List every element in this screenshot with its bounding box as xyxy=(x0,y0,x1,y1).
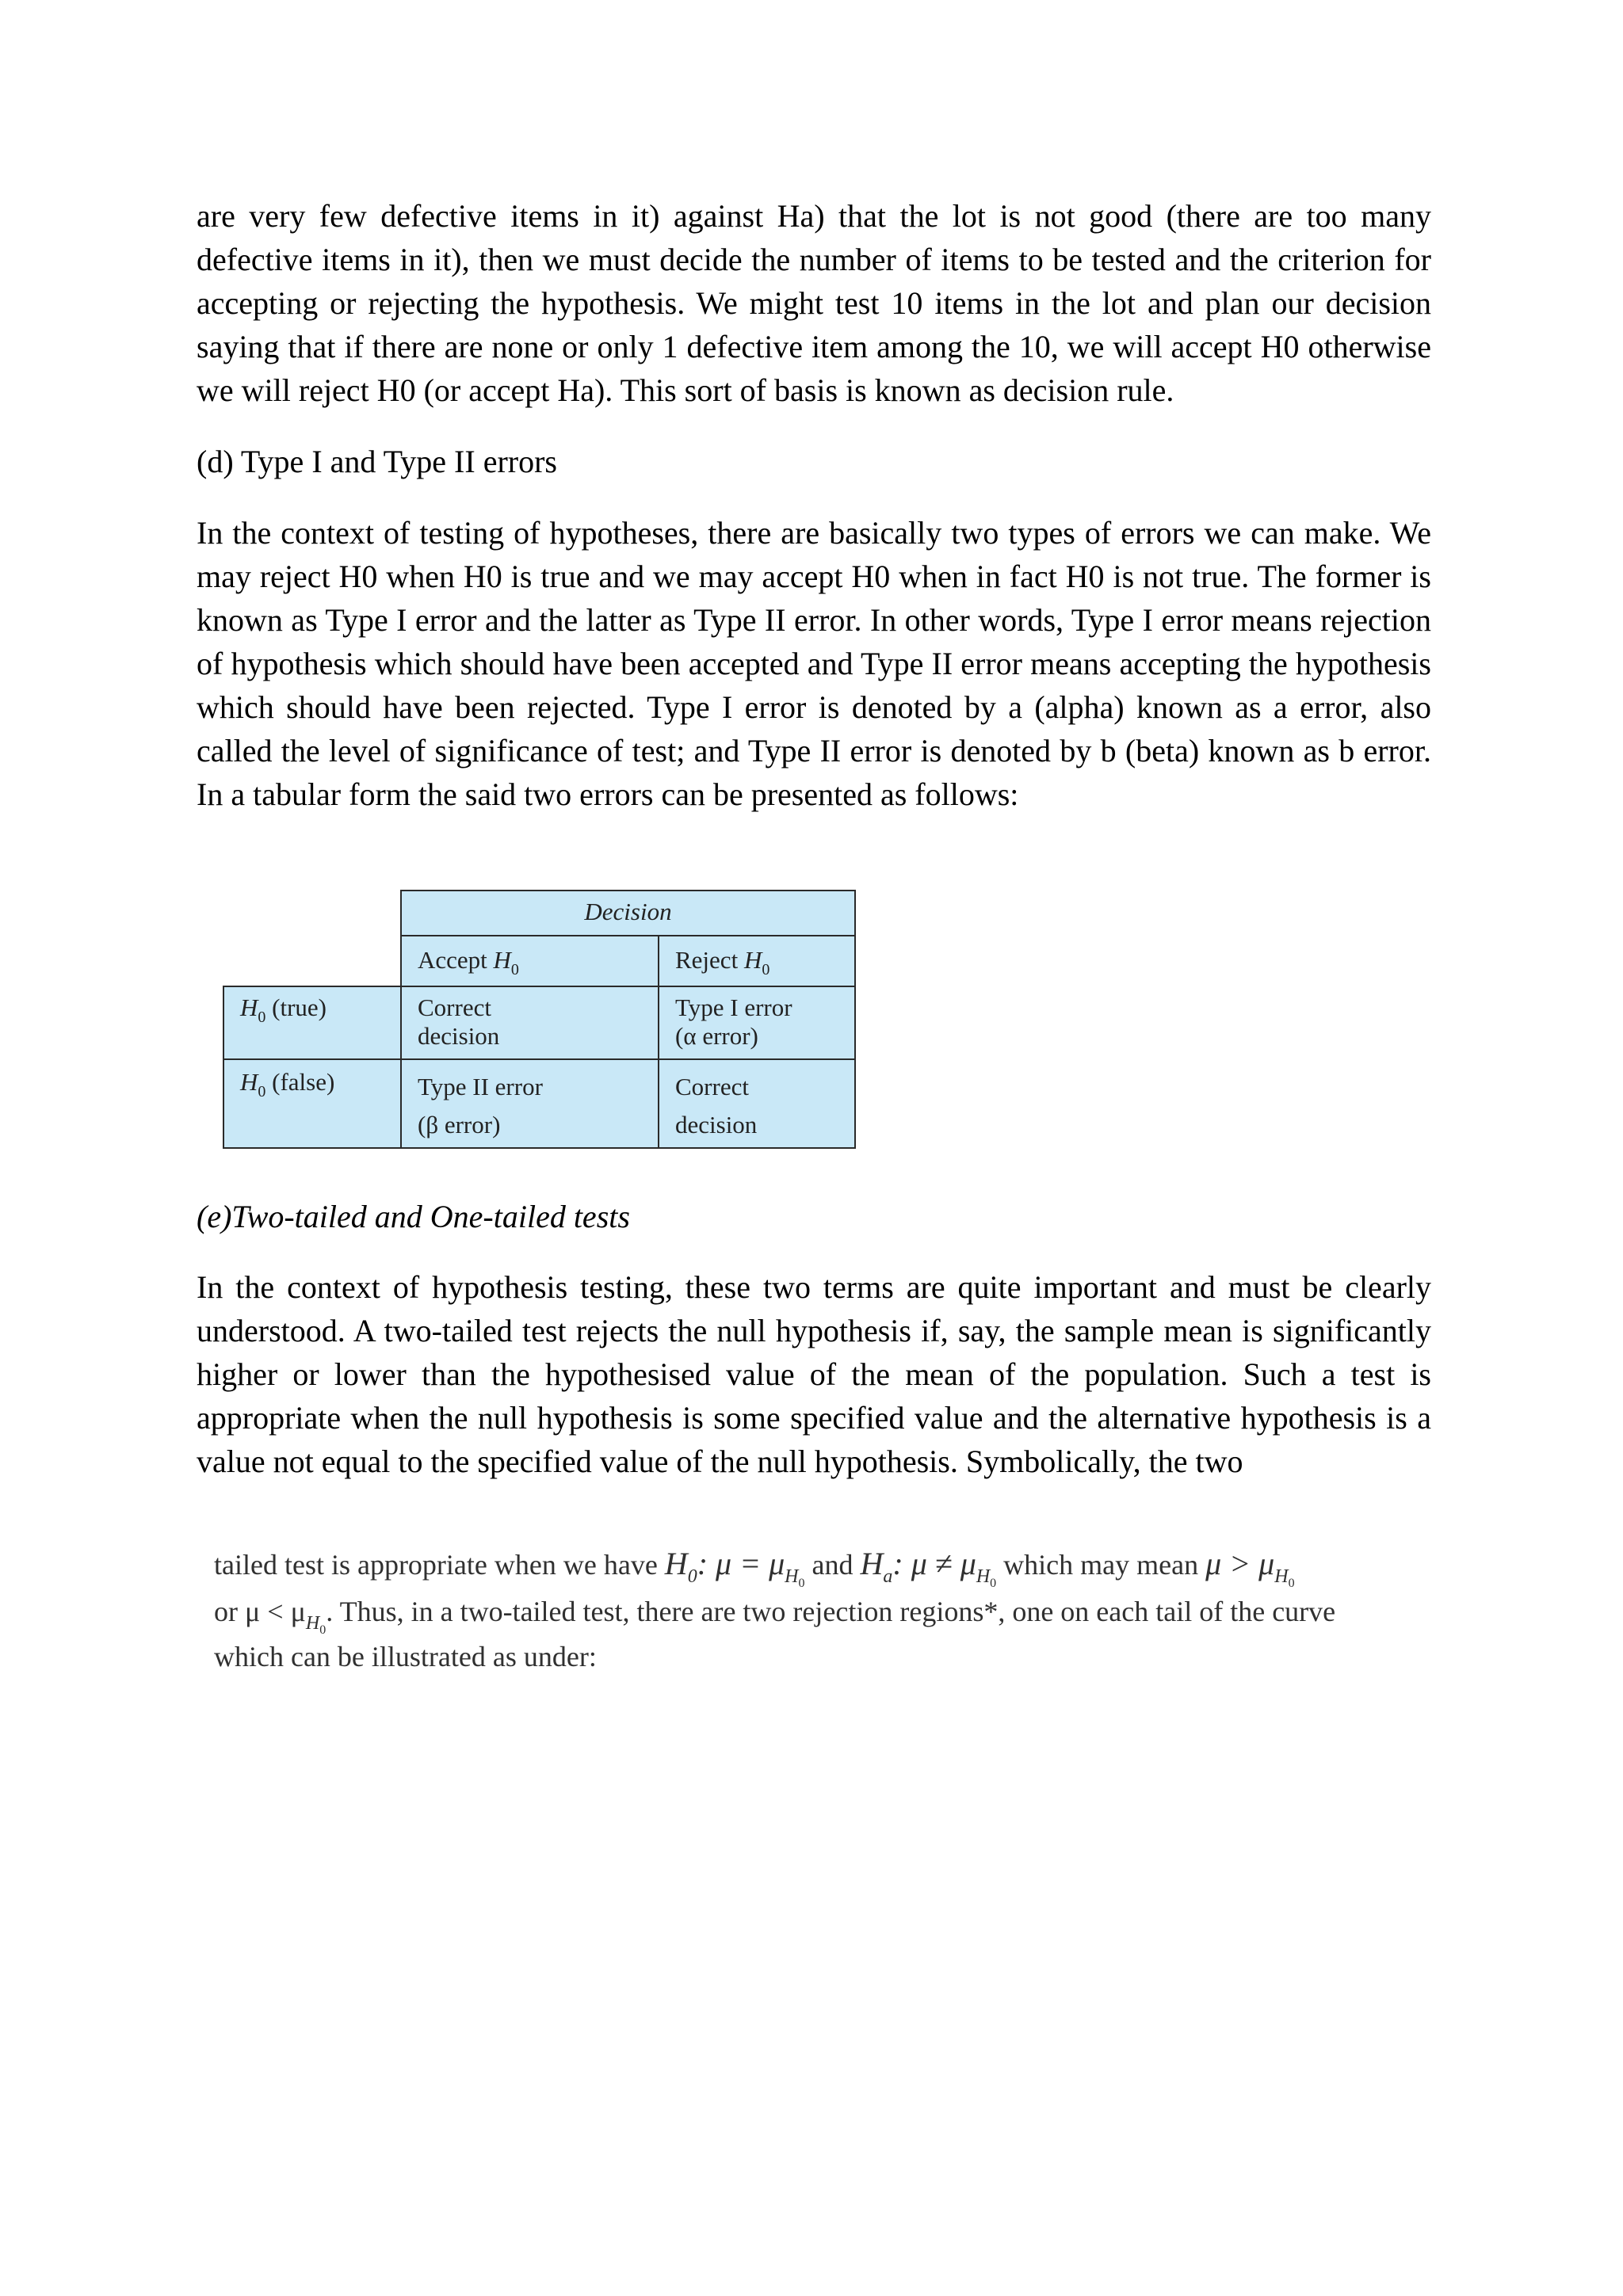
scan-line-3: which can be illustrated as under: xyxy=(214,1641,597,1672)
math-sub: H xyxy=(1274,1566,1289,1587)
table-corner xyxy=(223,936,401,986)
h-symbol: H xyxy=(743,946,762,974)
scan-text: and xyxy=(812,1549,854,1581)
math-sub: 0 xyxy=(687,1566,697,1587)
math-sub: a xyxy=(883,1566,893,1587)
math-subsub: 0 xyxy=(990,1577,997,1590)
accept-label: Accept xyxy=(418,946,487,974)
math-sub: H xyxy=(785,1566,799,1587)
paragraph-type-errors: In the context of testing of hypotheses, there are basically two types of errors we can make. We may reject H0 when H0 is true and we may accept H0 when in fact H0 is not true. The former is known as Type I error and the latter as Type II error. In other words, Type I error means rejection of hypothesis which should have been accepted and Type II error means accepting the hypothesis which should have been rejected. Type I error is denoted by a (alpha) known as a error, also called the level of significance of test; and Type II error is denoted by b (beta) known as b error. In a tabular form the said two errors can be presented as follows: xyxy=(197,515,1431,812)
cell-line: decision xyxy=(675,1111,758,1138)
scan-text: or xyxy=(214,1596,238,1627)
heading-tailed-tests: (e)Two-tailed and One-tailed tests xyxy=(197,1199,630,1234)
paragraph-decision-rule: are very few defective items in it) against Ha) that the lot is not good (there are too many defective items in it), then we must decide the number of items to be tested and the criterion for accepting or rejecting the hypothesis. We might test 10 items in the lot and plan our decision saying that if there are none or only 1 defective item among the 10, we will accept H0 otherwise we will reject H0 (or accept Ha). This sort of basis is known as decision rule. xyxy=(197,198,1431,408)
reject-h0-header xyxy=(659,936,855,986)
math-sub: H xyxy=(976,1566,991,1587)
math-eq: : μ = μ xyxy=(697,1546,785,1581)
cell-line: (α error) xyxy=(675,1022,758,1050)
cell-line: (β error) xyxy=(418,1111,501,1138)
scan-line-1 xyxy=(214,1540,1450,1595)
cell-line: Correct xyxy=(418,994,491,1021)
h-subscript: 0 xyxy=(762,961,770,978)
h-subscript: 0 xyxy=(258,1083,266,1100)
cell-correct-decision-1 xyxy=(401,986,659,1059)
math-lt: μ < μ xyxy=(245,1596,306,1627)
heading-type-errors: (d) Type I and Type II errors xyxy=(197,444,557,479)
cell-line: decision xyxy=(418,1022,500,1050)
reject-label: Reject xyxy=(675,946,739,974)
row-h0-true-label xyxy=(223,986,401,1059)
true-label: (true) xyxy=(272,994,327,1021)
math-ha: H xyxy=(860,1546,884,1581)
decision-header: Decision xyxy=(401,891,855,936)
scan-text: . Thus, in a two-tailed test, there are two rejection regions*, one on each tail of the curve xyxy=(326,1596,1336,1627)
cell-type-2-error xyxy=(401,1059,659,1148)
scan-text: which may mean xyxy=(1003,1549,1199,1581)
cell-correct-decision-2 xyxy=(659,1059,855,1148)
accept-h0-header xyxy=(401,936,659,986)
math-h0: H xyxy=(664,1546,688,1581)
paragraph-tailed-tests: In the context of hypothesis testing, these two terms are quite important and must be clearly understood. A two-tailed test rejects the null hypothesis if, say, the sample mean is significantly higher or lower than the hypothesised value of the mean of the population. Such a test is appropriate when the null hypothesis is some specified value and the alternative hypothesis is a value not equal to the specified value of the null hypothesis. Symbolically, the two xyxy=(197,1269,1431,1479)
math-sub: H xyxy=(305,1613,320,1634)
h-subscript: 0 xyxy=(510,961,519,978)
cell-type-1-error xyxy=(659,986,855,1059)
scan-text: tailed test is appropriate when we have xyxy=(214,1549,658,1581)
row-h0-false-label xyxy=(223,1059,401,1148)
decision-table xyxy=(223,890,856,1149)
h-symbol: H xyxy=(493,946,511,974)
table-corner xyxy=(223,891,401,936)
h-symbol: H xyxy=(240,1068,258,1096)
math-subsub: 0 xyxy=(319,1623,327,1637)
h-subscript: 0 xyxy=(258,1009,266,1026)
math-gt: μ > μ xyxy=(1205,1546,1275,1581)
cell-line: Type I error xyxy=(675,994,792,1021)
cell-line: Type II error xyxy=(418,1073,543,1100)
cell-line: Correct xyxy=(675,1073,749,1100)
false-label: (false) xyxy=(272,1068,335,1096)
math-subsub: 0 xyxy=(1288,1577,1295,1590)
math-neq: : μ ≠ μ xyxy=(892,1546,976,1581)
math-subsub: 0 xyxy=(798,1577,805,1590)
h-symbol: H xyxy=(240,994,258,1021)
